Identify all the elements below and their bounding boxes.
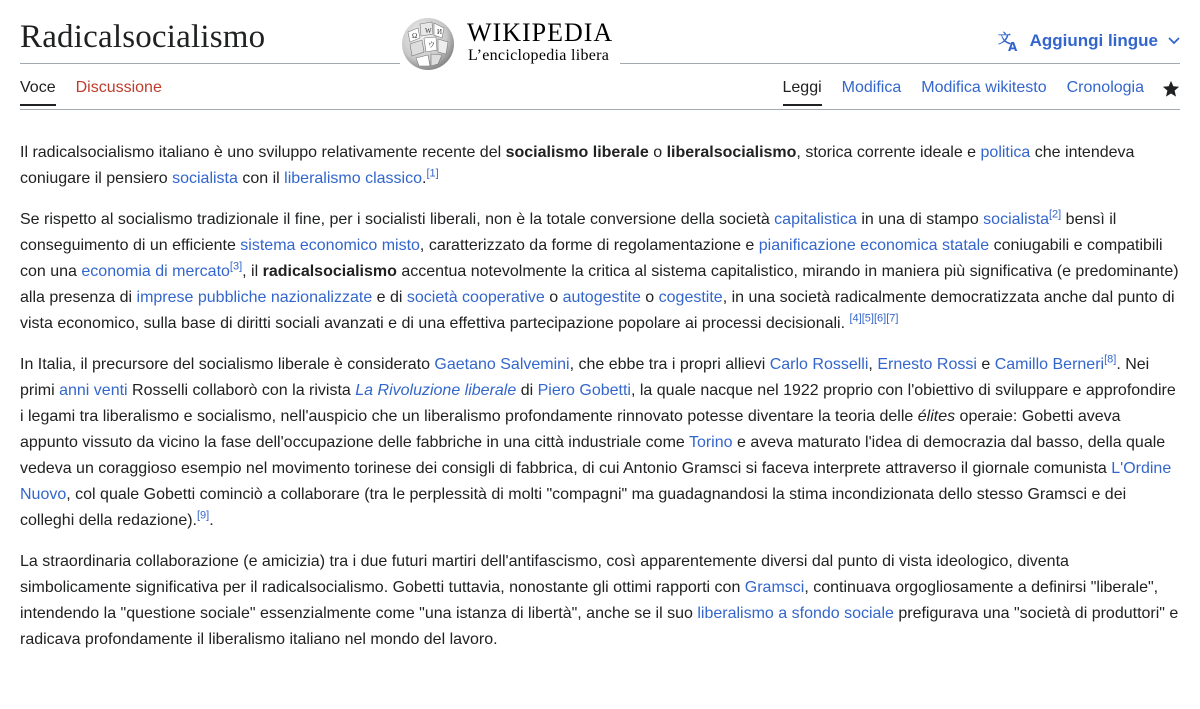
reference-7[interactable]: [7] — [886, 312, 899, 325]
tab-cronologia[interactable]: Cronologia — [1066, 79, 1144, 96]
link-gramsci[interactable]: Gramsci — [744, 579, 805, 596]
link-sistema-economico-misto[interactable]: sistema economico misto — [240, 237, 420, 254]
paragraph-1 — [20, 140, 1180, 192]
text: prefigurava una "società di produttori" e radicava profondamente il liberalismo italiano nel mondo del lavoro. — [20, 605, 1179, 648]
bold-term: radicalsocialismo — [262, 263, 397, 280]
link-carlo-rosselli[interactable]: Carlo Rosselli — [769, 356, 869, 373]
link-camillo-berneri[interactable]: Camillo Berneri — [994, 356, 1105, 373]
title-divider — [20, 63, 400, 64]
svg-text:Ω: Ω — [412, 32, 418, 40]
wikipedia-globe-icon — [400, 14, 456, 72]
text: o — [648, 144, 667, 161]
link-piero-gobetti[interactable]: Piero Gobetti — [537, 382, 631, 399]
italic-term: élites — [917, 408, 956, 425]
text: , continuava orgogliosamente a definirsi "liberale", intendendo la "questione sociale" essenzialmente come "una istanza di libertà", anche se il suo — [20, 579, 1159, 622]
text: , — [868, 356, 878, 373]
text: La straordinaria collaborazione (e amicizia) tra i due futuri martiri dell'antifascismo, così apparentemente diversi dal punto di vista ideologico, diventa simbolicamente significativa per il radicalsocialismo. Gobetti tuttavia, nonostante gli ottimi rapporti con — [20, 553, 1069, 596]
tab-discussione[interactable]: Discussione — [75, 79, 162, 96]
link-economia-di-mercato[interactable]: economia di mercato — [81, 263, 230, 280]
link-liberalismo-classico[interactable]: liberalismo classico — [284, 170, 422, 187]
tab-voce[interactable]: Voce — [20, 79, 56, 106]
reference-9[interactable]: [9] — [197, 509, 210, 522]
text: In Italia, il precursore del socialismo liberale è considerato — [20, 356, 435, 373]
text: , in una società radicalmente democratizzata anche dal punto di vista economico, sulla base di diritti sociali avanzati e di una effettiva partecipazione popolare ai processi decisionali. — [20, 289, 1175, 332]
add-languages-label: Aggiungi lingue — [1029, 31, 1158, 50]
wikipedia-logo[interactable] — [400, 14, 640, 74]
svg-text:文: 文 — [997, 32, 1011, 47]
svg-text:И: И — [437, 28, 443, 36]
text: Se rispetto al socialismo tradizionale il fine, per i socialisti liberali, non è la totale conversione della società — [20, 211, 775, 228]
link-gaetano-salvemini[interactable]: Gaetano Salvemini — [434, 356, 570, 373]
link-anni-venti[interactable]: anni venti — [59, 382, 128, 399]
text: , che ebbe tra i propri allievi — [569, 356, 770, 373]
text: e di — [372, 289, 407, 306]
tabs-divider — [20, 109, 1180, 110]
reference-5[interactable]: [5] — [861, 312, 874, 325]
text: , caratterizzato da forme di regolamentazione e — [419, 237, 759, 254]
star-icon[interactable] — [1162, 80, 1180, 98]
bold-term: liberalsocialismo — [666, 144, 797, 161]
reference-6[interactable]: [6] — [873, 312, 887, 325]
link-politica[interactable]: politica — [980, 144, 1031, 161]
text: , il — [242, 263, 263, 280]
tab-modifica[interactable]: Modifica — [841, 79, 902, 96]
text: in una di stampo — [856, 211, 984, 228]
text: , col quale Gobetti cominciò a collaborare (tra le perplessità di molti "compagni" ma guadagnandosi la stima incondizionata dello stesso Gramsci e dei colleghi della redazione). — [20, 486, 1127, 529]
tab-modifica-wikitesto[interactable]: Modifica wikitesto — [921, 79, 1047, 96]
link-ordine-nuovo[interactable]: L'Ordine Nuovo — [20, 460, 1172, 503]
text: o — [640, 289, 659, 306]
text: con il — [237, 170, 285, 187]
link-capitalistica[interactable]: capitalistica — [774, 211, 857, 228]
link-autogestite[interactable]: autogestite — [562, 289, 641, 306]
chevron-down-icon — [1168, 36, 1180, 46]
link-la-rivoluzione-liberale[interactable]: La Rivoluzione liberale — [355, 382, 517, 399]
page-header — [20, 0, 1180, 110]
link-imprese-pubbliche[interactable]: imprese pubbliche nazionalizzate — [136, 289, 373, 306]
link-socialista[interactable]: socialista — [983, 211, 1049, 228]
text: . — [421, 170, 427, 187]
title-divider-right — [620, 63, 1180, 64]
tab-leggi[interactable]: Leggi — [783, 79, 822, 106]
text: o — [544, 289, 563, 306]
text: bensì il conseguimento di un efficiente — [20, 211, 1117, 254]
text: e — [976, 356, 995, 373]
bold-term: socialismo liberale — [505, 144, 649, 161]
paragraph-2 — [20, 207, 1180, 337]
text: . — [209, 512, 214, 529]
page-title: Radicalsocialismo — [20, 19, 266, 55]
text: di — [516, 382, 538, 399]
logo-wordmark: WIKIPEDIA — [467, 18, 614, 47]
logo-tagline: L’enciclopedia libera — [468, 47, 610, 64]
text: , la quale nacque nel 1922 proprio con l'obiettivo di sviluppare e approfondire i legami tra liberalismo e socialismo, nell'auspicio che un liberalismo profondamente rinnovato potesse diventare la teoria delle — [20, 382, 1176, 425]
text: operaie: Gobetti aveva appunto vissuto da vicino la fase dell'occupazione delle fabbriche in una città industriale come — [20, 408, 1121, 451]
text: . Nei primi — [20, 356, 1150, 399]
svg-text:ウ: ウ — [428, 41, 435, 49]
text: coniugabili e compatibili con una — [20, 237, 1163, 280]
text: Il radicalsocialismo italiano è uno sviluppo relativamente recente del — [20, 144, 506, 161]
article-body — [20, 140, 1180, 668]
reference-2[interactable]: [2] — [1048, 208, 1062, 221]
text: che intendeva coniugare il pensiero — [20, 144, 1135, 187]
link-pianificazione-economica-statale[interactable]: pianificazione economica statale — [758, 237, 990, 254]
namespace-tabs — [20, 79, 182, 106]
reference-4[interactable]: [4] — [849, 312, 862, 325]
text: Rosselli collaborò con la rivista — [127, 382, 356, 399]
svg-text:W: W — [425, 27, 432, 35]
svg-text:A: A — [1007, 40, 1017, 52]
add-languages-button[interactable] — [998, 30, 1180, 52]
view-tabs — [763, 79, 1181, 106]
link-cogestite[interactable]: cogestite — [658, 289, 723, 306]
paragraph-3 — [20, 352, 1180, 534]
reference-8[interactable]: [8] — [1104, 353, 1117, 366]
reference-3[interactable]: [3] — [229, 260, 243, 273]
link-liberalismo-a-sfondo-sociale[interactable]: liberalismo a sfondo sociale — [697, 605, 894, 622]
text: , storica corrente ideale e — [796, 144, 981, 161]
reference-1[interactable]: [1] — [426, 167, 439, 180]
link-socialista[interactable]: socialista — [172, 170, 238, 187]
translate-icon — [998, 30, 1022, 52]
link-societa-cooperative[interactable]: società cooperative — [406, 289, 545, 306]
text: e aveva maturato l'idea di democrazia dal basso, della quale vedeva un coraggioso esempio nel movimento torinese dei consigli di fabbrica, di cui Antonio Gramsci si faceva interprete attraverso il giornale comunista — [20, 434, 1166, 477]
link-torino[interactable]: Torino — [688, 434, 733, 451]
paragraph-4 — [20, 549, 1180, 653]
link-ernesto-rossi[interactable]: Ernesto Rossi — [877, 356, 977, 373]
text: accentua notevolmente la critica al sistema capitalistico, mirando in maniera più significativa (e predominante) alla presenza di — [20, 263, 1179, 306]
